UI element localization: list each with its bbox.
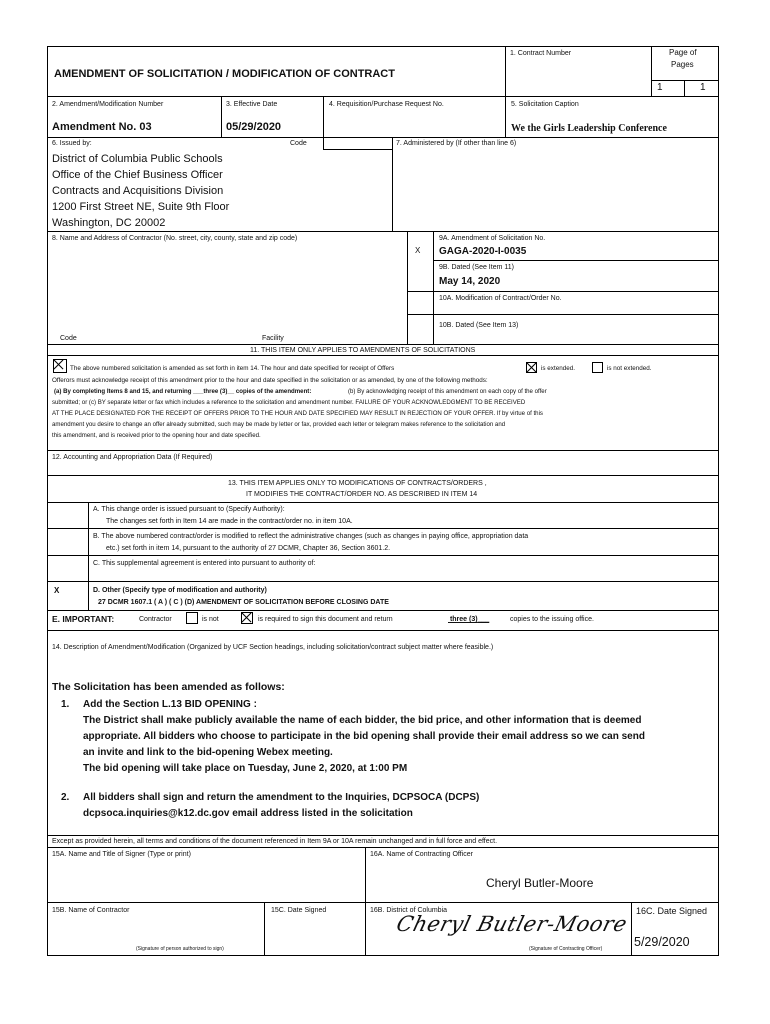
solicitation-caption-label: 5. Solicitation Caption xyxy=(511,101,579,108)
page-count: 1 xyxy=(700,82,706,93)
extended-checkbox[interactable] xyxy=(526,362,537,373)
modification-dated-label: 10B. Dated (See Item 13) xyxy=(439,322,519,329)
item11-line5: AT THE PLACE DESIGNATED FOR THE RECEIPT OF OFFERS PRIOR TO THE HOUR AND DATE SPECIFIED MAY RESULT IN REJECTION OF YOUR OFFER. If by virtue of this xyxy=(52,410,543,417)
amendment-number: Amendment No. 03 xyxy=(52,121,152,133)
item14-num-2: 2. xyxy=(61,792,70,803)
item13-heading-2: IT MODIFIES THE CONTRACT/ORDER NO. AS DESCRIBED IN ITEM 14 xyxy=(246,491,478,498)
is-required-checkbox[interactable] xyxy=(241,612,253,624)
copies-count: three (3)___ xyxy=(449,616,490,623)
solicitation-number: GAGA-2020-I-0035 xyxy=(439,246,527,257)
item13-d-line1: D. Other (Specify type of modification and authority) xyxy=(93,587,267,594)
item14-label: 14. Description of Amendment/Modification (Organized by UCF Section headings, including solicitation/contract subject matter where feasible.) xyxy=(52,644,494,651)
is-required-label: is required to sign this document and return xyxy=(258,616,393,623)
contractor-code-label: Code xyxy=(60,335,77,342)
contractor-label: 8. Name and Address of Contractor (No. street, city, county, state and zip code) xyxy=(52,235,298,242)
form-title: AMENDMENT OF SOLICITATION / MODIFICATION OF CONTRACT xyxy=(54,68,395,80)
requisition-label: 4. Requisition/Purchase Request No. xyxy=(329,101,444,108)
extended-label: is extended. xyxy=(541,365,575,372)
item13-a-line2: The changes set forth in Item 14 are made in the contract/order no. in item 10A. xyxy=(106,518,353,525)
copies-to-office: copies to the issuing office. xyxy=(510,616,594,623)
page-number: 1 xyxy=(657,82,663,93)
item11-line4: submitted; or (c) BY separate letter or fax which includes a reference to the solicitation and amendment number. FAILURE OF YOUR ACKNOWLEDGMENT TO BE RECEIVED xyxy=(52,399,526,406)
except-clause: Except as provided herein, all terms and conditions of the document referenced in Item 9A or 10A remain unchanged and in full force and effect. xyxy=(52,838,498,845)
administered-by-label: 7. Administered by (If other than line 6) xyxy=(396,140,517,147)
important-label: E. IMPORTANT: xyxy=(52,614,115,624)
signature-person-caption: (Signature of person authorized to sign) xyxy=(136,946,224,952)
item11-line2: Offerors must acknowledge receipt of this amendment prior to the hour and date specified in the solicitation or as amended, by one of the following methods: xyxy=(52,377,488,384)
issued-by-label: 6. Issued by: xyxy=(52,140,92,147)
facility-label: Facility xyxy=(262,335,284,342)
contractor-name-label: 15B. Name of Contractor xyxy=(52,907,130,914)
item11-heading: 11. THIS ITEM ONLY APPLIES TO AMENDMENTS OF SOLICITATIONS xyxy=(250,347,476,354)
issuer-address: District of Columbia Public Schools Office of the Chief Business Officer Contracts and Acquisitions Division 1200 First Street NE, Suite 9th Floor Washington, DC 20002 xyxy=(52,153,230,229)
contractor-word: Contractor xyxy=(139,616,172,623)
item13-a-line1: A. This change order is issued pursuant to (Specify Authority): xyxy=(93,506,285,513)
solicitation-date: May 14, 2020 xyxy=(439,276,501,287)
not-extended-label: is not extended. xyxy=(607,365,652,372)
amendment-intro: The Solicitation has been amended as follows: xyxy=(52,681,285,693)
item13-c-line1: C. This supplemental agreement is entered into pursuant to authority of: xyxy=(93,560,316,567)
item13-heading-1: 13. THIS ITEM APPLIES ONLY TO MODIFICATIONS OF CONTRACTS/ORDERS , xyxy=(228,480,487,487)
modification-label: 10A. Modification of Contract/Order No. xyxy=(439,295,562,302)
amendment-number-label: 2. Amendment/Modification Number xyxy=(52,101,164,108)
date-signed-16c-label: 16C. Date Signed xyxy=(636,906,708,916)
district-label: 16B. District of Columbia xyxy=(370,907,448,914)
solicitation-caption: We the Girls Leadership Conference xyxy=(511,123,667,134)
item14-num-1: 1. xyxy=(61,699,70,710)
amended-checkbox[interactable] xyxy=(53,359,67,373)
contracting-officer-label: 16A. Name of Contracting Officer xyxy=(370,851,473,858)
signer-name-label: 15A. Name and Title of Signer (Type or print) xyxy=(52,851,191,858)
issued-code-label: Code xyxy=(290,140,307,147)
item12-label: 12. Accounting and Appropriation Data (If Required) xyxy=(52,454,213,461)
date-signed-15c-label: 15C. Date Signed xyxy=(271,907,327,914)
effective-date: 05/29/2020 xyxy=(226,121,282,133)
item13-b-line1: B. The above numbered contract/order is modified to reflect the administrative changes (such as changes in paying office, appropriation data xyxy=(93,533,529,540)
item13-b-line2: etc.) set forth in item 14, pursuant to the authority of 27 DCMR, Chapter 36, Section 3601.2. xyxy=(106,545,391,552)
item14-entry-1: Add the Section L.13 BID OPENING : The District shall make publicly available the name of each bidder, the bid price, and other information that is deemed appropriate. All bidders who choose to participate in the bid opening shall provide their email address so we can send an invite and link to the bid-opening Webex meeting. The bid opening will take place on Tuesday, June 2, 2020, at 1:00 PM xyxy=(83,699,645,774)
item13-d-line2: 27 DCMR 1607.1 ( A ) ( C ) (D) AMENDMENT OF SOLICITATION BEFORE CLOSING DATE xyxy=(98,599,389,606)
signature-officer-caption: (Signature of Contracting Officer) xyxy=(529,946,603,952)
amendment-solicitation-label: 9A. Amendment of Solicitation No. xyxy=(439,235,546,242)
item11-line7: this amendment, and is received prior to the opening hour and date specified. xyxy=(52,432,261,439)
officer-signature: Cheryl Butler-Moore xyxy=(394,912,630,936)
item14-entry-2: All bidders shall sign and return the amendment to the Inquiries, DCPSOCA (DCPS) dcpsoca.inquiries@k12.dc.gov email address listed in the solicitation xyxy=(83,792,480,819)
item11-line3b: (b) By acknowledging receipt of this amendment on each copy of the offer xyxy=(348,388,547,395)
date-signed-16c: 5/29/2020 xyxy=(634,935,690,949)
is-not-label: is not xyxy=(202,616,219,623)
item11-line6: amendment you desire to change an offer already submitted, such may be made by letter or fax, provided each letter or telegram makes reference to the solicitation and xyxy=(52,421,506,428)
pages-label: Pages xyxy=(671,60,694,69)
item13-d-x-mark: X xyxy=(54,586,60,595)
contract-number-label: 1. Contract Number xyxy=(510,50,572,57)
is-not-checkbox[interactable] xyxy=(186,612,198,624)
not-extended-checkbox[interactable] xyxy=(592,362,603,373)
amendment-x-mark: X xyxy=(415,246,421,255)
item11-line1: The above numbered solicitation is amended as set forth in item 14. The hour and date specified for receipt of Offers xyxy=(70,365,395,372)
item11-line3a: (a) By completing Items 8 and 15, and returning ___three (3)__ copies of the amendment: xyxy=(54,388,312,395)
dated-label: 9B. Dated (See Item 11) xyxy=(439,264,514,271)
page-of-label: Page of xyxy=(669,48,697,57)
contracting-officer-name: Cheryl Butler-Moore xyxy=(486,876,594,890)
effective-date-label: 3. Effective Date xyxy=(226,101,278,108)
